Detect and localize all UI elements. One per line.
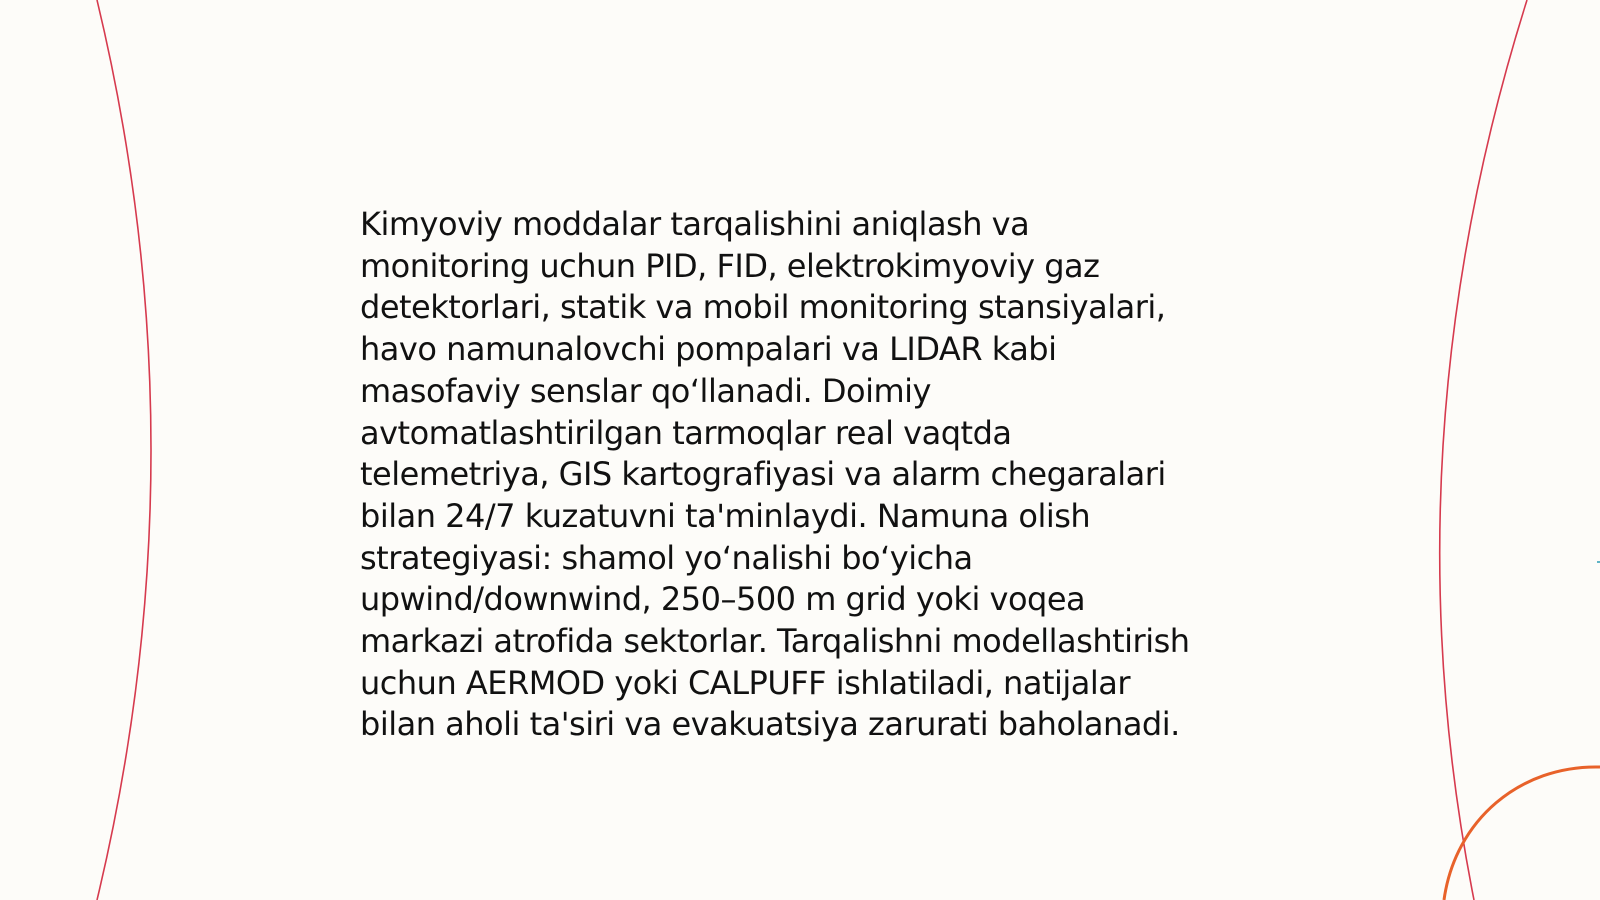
right-curve-line	[1440, 0, 1527, 900]
orange-arc	[1444, 767, 1600, 900]
left-curve-line	[97, 0, 151, 900]
slide-body-text: Kimyoviy moddalar tarqalishini aniqlash va monitoring uchun PID, FID, elektrokimyoviy gaz detektorlari, statik va mobil monitoring stansiyalari, havo namunalovchi pompalari va LIDAR kabi masofaviy senslar qo‘llanadi. Doimiy avtomatlashtirilgan tarmoqlar real vaqtda telemetriya, GIS kartografiyasi va alarm chegaralari bilan 24/7 kuzatuvni ta'minlaydi. Namuna olish strategiyasi: shamol yo‘nalishi bo‘yicha upwind/downwind, 250–500 m grid yoki voqea markazi atrofida sektorlar. Tarqalishni modellashtirish uchun AERMOD yoki CALPUFF ishlatiladi, natijalar bilan aholi ta'siri va evakuatsiya zarurati baholanadi.	[360, 205, 1190, 744]
